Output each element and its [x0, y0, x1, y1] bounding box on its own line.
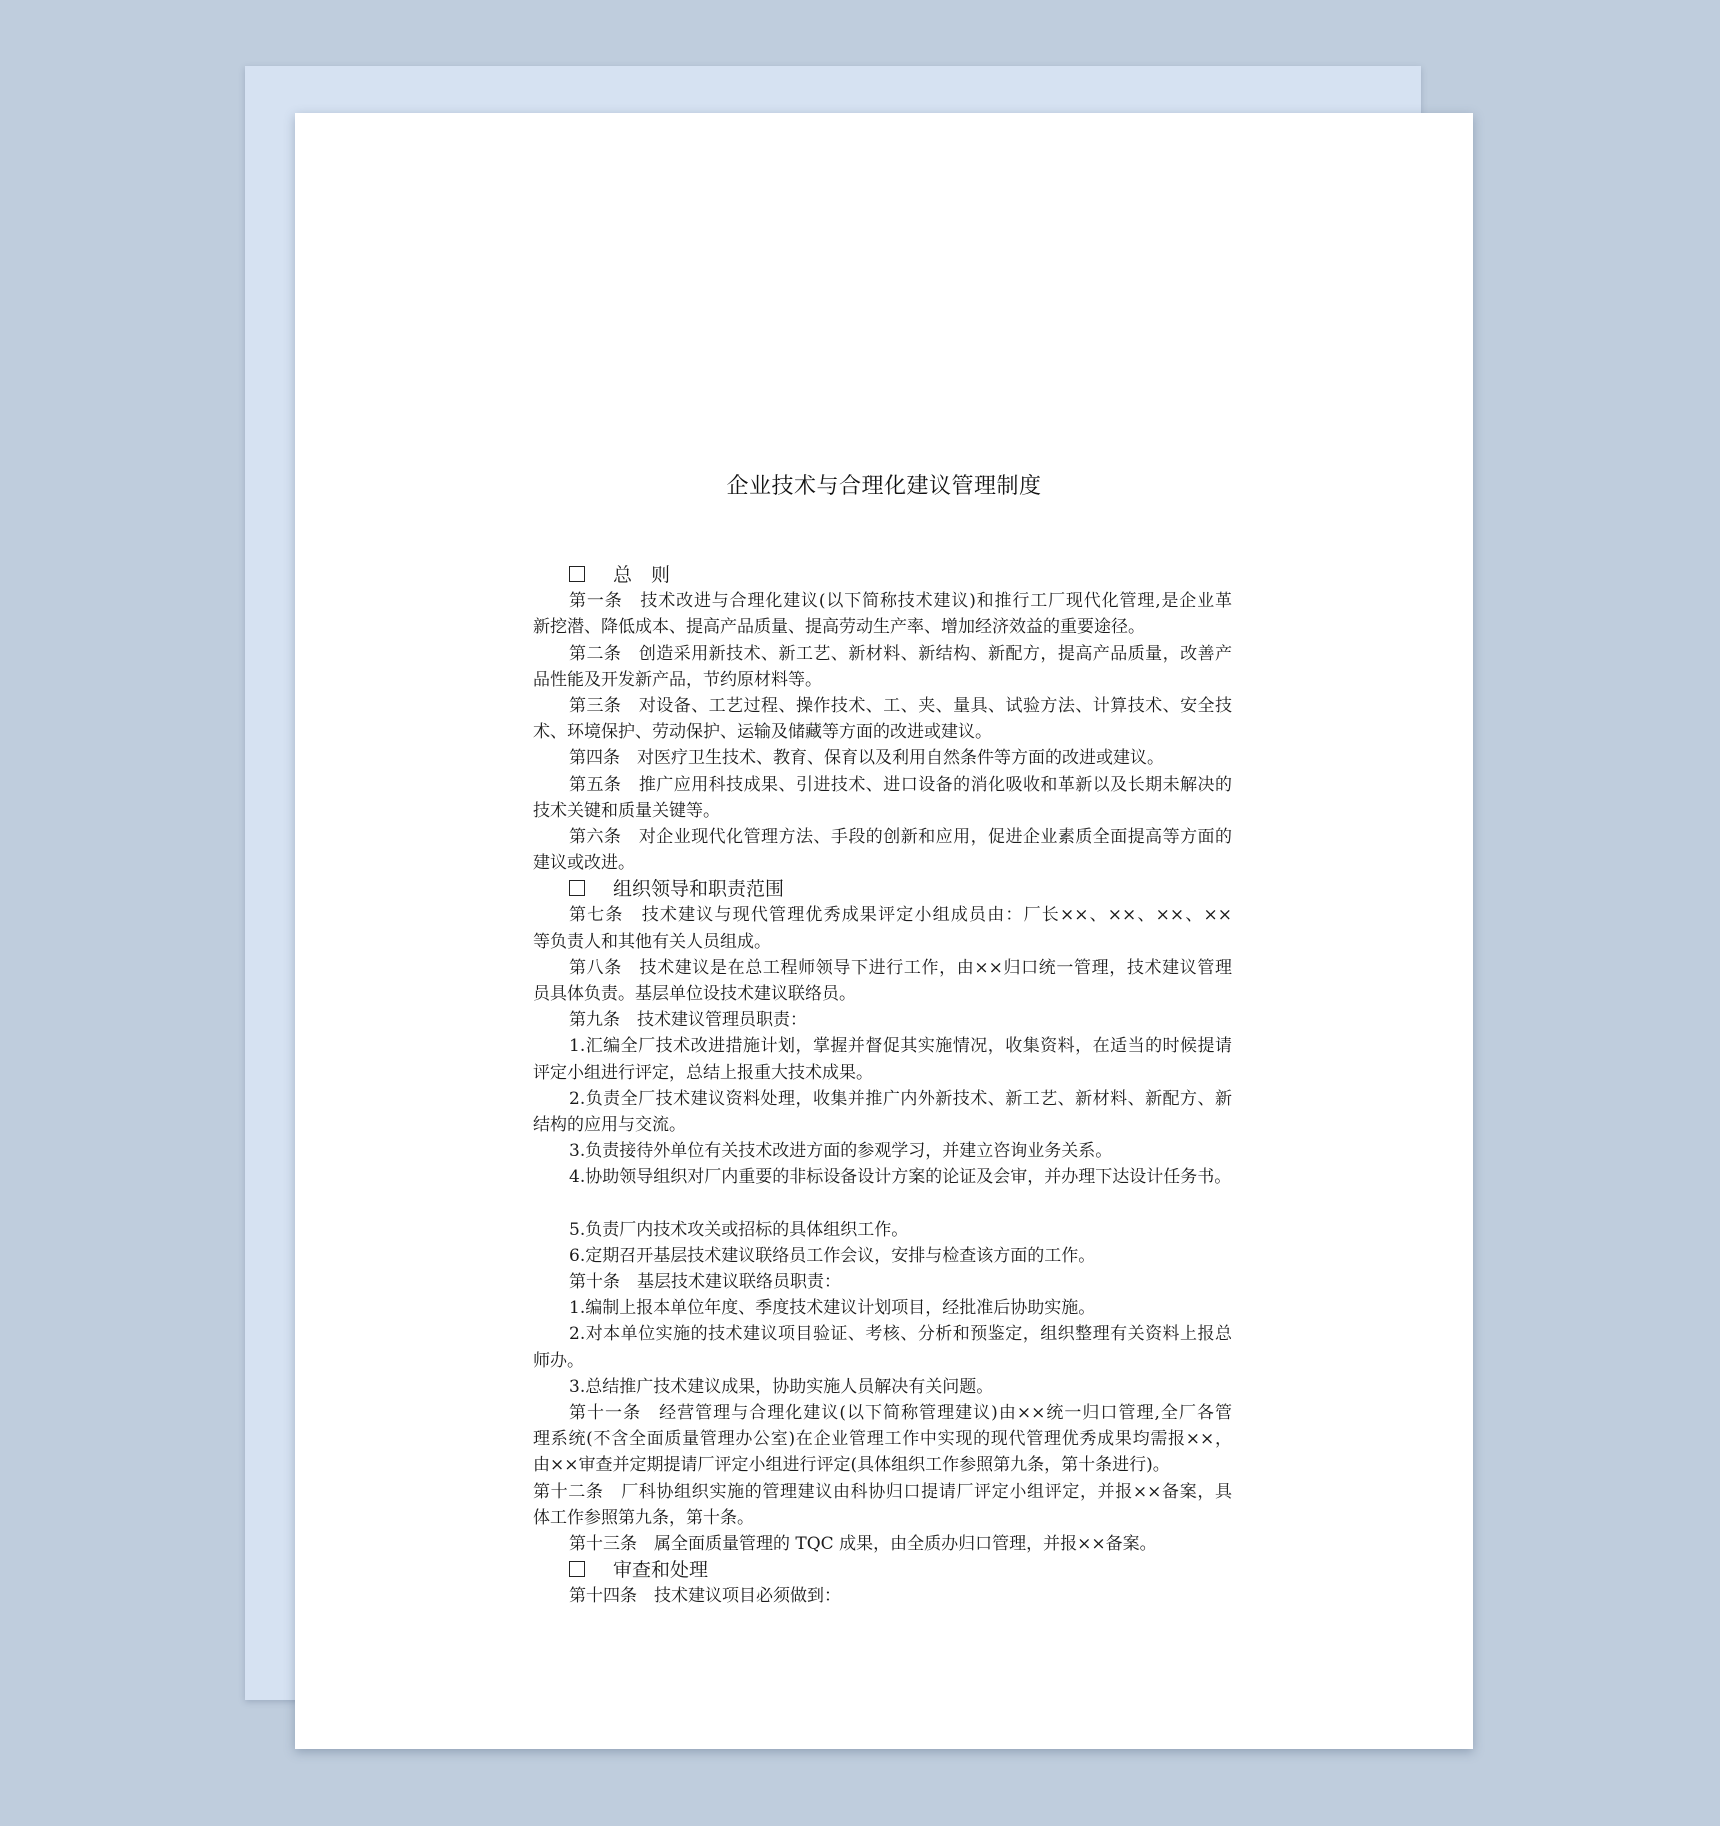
paragraph-line: 第十二条 厂科协组织实施的管理建议由科协归口提请厂评定小组评定，并报××备案，具	[533, 1481, 1232, 1502]
paragraph-line: 新挖潜、降低成本、提高产品质量、提高劳动生产率、增加经济效益的重要途径。	[533, 617, 1145, 638]
document-body	[533, 562, 1232, 1610]
paragraph-line: 3.总结推广技术建议成果，协助实施人员解决有关问题。	[569, 1376, 994, 1397]
paragraph-line: 术、环境保护、劳动保护、运输及储藏等方面的改进或建议。	[533, 722, 992, 743]
paragraph-line: 第十一条 经营管理与合理化建议(以下简称管理建议)由××统一归口管理,全厂各管	[569, 1403, 1232, 1423]
paragraph-line	[533, 1191, 1232, 1217]
paragraph-line: 理系统(不含全面质量管理办公室)在企业管理工作中实现的现代管理优秀成果均需报××，	[533, 1429, 1232, 1450]
paragraph-line: 技术关键和质量关键等。	[533, 800, 720, 821]
paragraph-line: 结构的应用与交流。	[533, 1114, 686, 1135]
paragraph-line: 第九条 技术建议管理员职责：	[569, 1010, 807, 1031]
section-heading	[533, 1557, 1232, 1583]
paragraph-line: 第一条 技术改进与合理化建议(以下简称技术建议)和推行工厂现代化管理,是企业革	[569, 591, 1232, 612]
section-heading	[533, 876, 1232, 902]
paragraph-line: 4.协助领导组织对厂内重要的非标设备设计方案的论证及会审，并办理下达设计任务书。	[569, 1167, 1232, 1188]
paragraph-line: 等负责人和其他有关人员组成。	[533, 931, 771, 952]
paragraph-line: 6.定期召开基层技术建议联络员工作会议，安排与检查该方面的工作。	[569, 1245, 1096, 1266]
paragraph-line: 5.负责厂内技术攻关或招标的具体组织工作。	[569, 1219, 909, 1240]
section-heading-text: 审查和处理	[613, 1559, 709, 1582]
checkbox-square-icon	[569, 880, 585, 896]
document-title: 企业技术与合理化建议管理制度	[726, 474, 1042, 499]
section-heading	[533, 562, 1232, 588]
paragraph-line: 员具体负责。基层单位设技术建议联络员。	[533, 984, 856, 1004]
paragraph-line: 3.负责接待外单位有关技术改进方面的参观学习，并建立咨询业务关系。	[569, 1141, 1113, 1162]
paragraph-line: 1.汇编全厂技术改进措施计划，掌握并督促其实施情况，收集资料，在适当的时候提请	[569, 1036, 1232, 1057]
paragraph-line: 第三条 对设备、工艺过程、操作技术、工、夹、量具、试验方法、计算技术、安全技	[569, 695, 1232, 716]
paragraph-line: 1.编制上报本单位年度、季度技术建议计划项目，经批准后协助实施。	[569, 1298, 1096, 1319]
paragraph-line: 第十条 基层技术建议联络员职责：	[569, 1272, 841, 1293]
paragraph-line: 第六条 对企业现代化管理方法、手段的创新和应用，促进企业素质全面提高等方面的	[569, 826, 1232, 847]
paragraph-line: 师办。	[533, 1350, 584, 1371]
section-heading-text: 总 则	[613, 564, 671, 586]
checkbox-square-icon	[569, 1561, 585, 1577]
paragraph-line: 2.对本单位实施的技术建议项目验证、考核、分析和预鉴定，组织整理有关资料上报总	[569, 1324, 1232, 1345]
paragraph-line: 品性能及开发新产品，节约原材料等。	[533, 669, 822, 690]
paragraph-line: 体工作参照第九条，第十条。	[533, 1507, 754, 1528]
paragraph-line: 第四条 对医疗卫生技术、教育、保育以及利用自然条件等方面的改进或建议。	[569, 748, 1164, 769]
checkbox-square-icon	[569, 566, 585, 582]
section-heading-text: 组织领导和职责范围	[613, 878, 785, 901]
paragraph-line: 第二条 创造采用新技术、新工艺、新材料、新结构、新配方，提高产品质量，改善产	[569, 643, 1232, 664]
document-page	[295, 113, 1473, 1749]
paragraph-line: 2.负责全厂技术建议资料处理，收集并推广内外新技术、新工艺、新材料、新配方、新	[569, 1088, 1232, 1109]
paragraph-line: 第十三条 属全面质量管理的 TQC 成果，由全质办归口管理，并报××备案。	[569, 1533, 1157, 1554]
paragraph-line: 第五条 推广应用科技成果、引进技术、进口设备的消化吸收和革新以及长期未解决的	[569, 774, 1232, 795]
paragraph-line: 第七条 技术建议与现代管理优秀成果评定小组成员由：厂长××、××、××、××	[569, 905, 1232, 926]
paragraph-line: 评定小组进行评定，总结上报重大技术成果。	[533, 1062, 873, 1083]
paragraph-line: 由××审查并定期提请厂评定小组进行评定(具体组织工作参照第九条，第十条进行)。	[533, 1455, 1170, 1476]
paragraph-line: 第十四条 技术建议项目必须做到：	[569, 1586, 841, 1607]
paragraph-line: 建议或改进。	[533, 853, 635, 874]
paragraph-line: 第八条 技术建议是在总工程师领导下进行工作，由××归口统一管理，技术建议管理	[569, 957, 1232, 978]
